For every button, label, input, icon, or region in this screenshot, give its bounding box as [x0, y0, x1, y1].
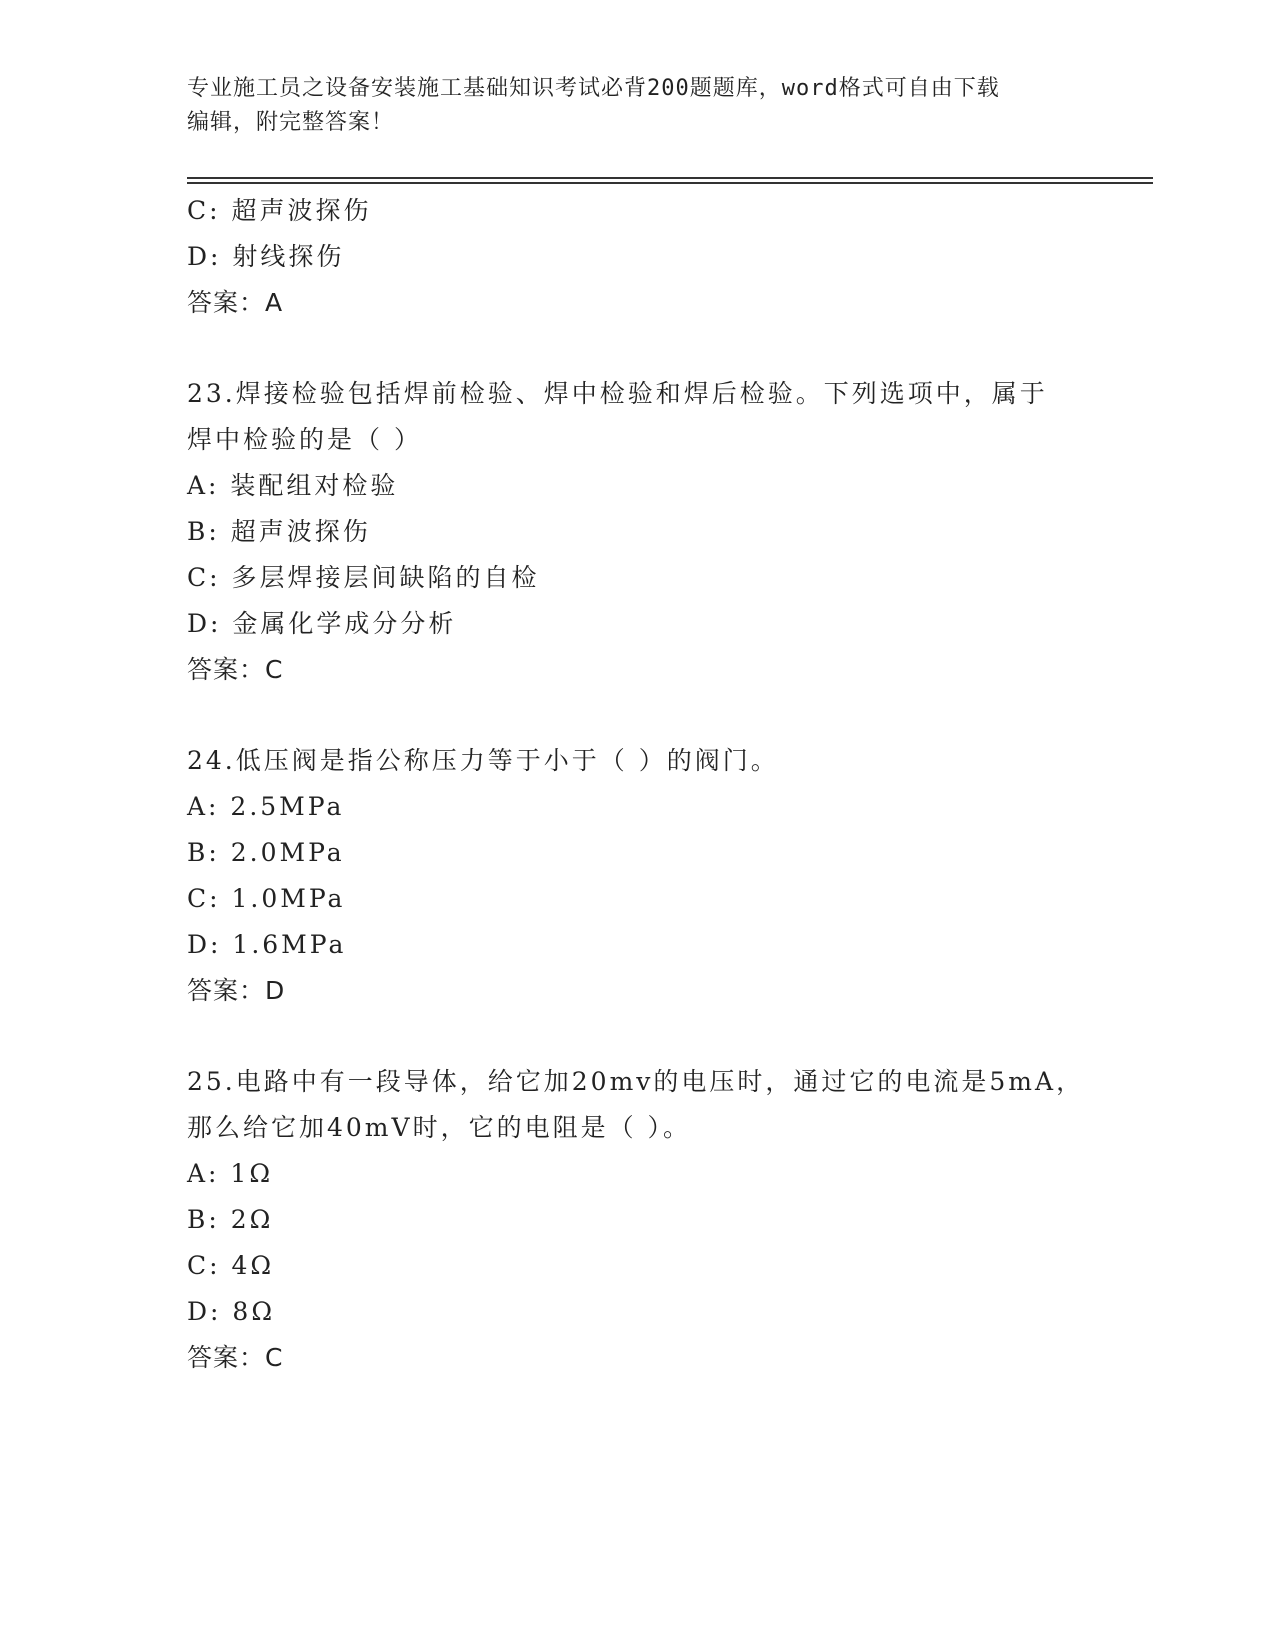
option-c: C: 超声波探伤: [187, 196, 372, 225]
option-b: B: 超声波探伤: [187, 517, 371, 546]
option-c: C: 1.0MPa: [187, 884, 346, 913]
header-line-2: 编辑，附完整答案！: [187, 110, 395, 135]
option-c: C: 多层焊接层间缺陷的自检: [187, 563, 540, 592]
answer-line: 答案：C: [187, 655, 284, 684]
question-block-25: [187, 1059, 1087, 1381]
question-stem: 25.电路中有一段导体，给它加20mv的电压时，通过它的电流是5mA，: [187, 1067, 1085, 1096]
option-d: D: 1.6MPa: [187, 930, 347, 959]
option-b: B: 2Ω: [187, 1205, 274, 1234]
option-b: B: 2.0MPa: [187, 838, 345, 867]
option-a: A: 1Ω: [187, 1159, 274, 1188]
question-stem: 那么给它加40mV时，它的电阻是（ ）。: [187, 1113, 692, 1142]
question-stem: 焊中检验的是（ ）: [187, 425, 422, 454]
option-a: A: 2.5MPa: [187, 792, 345, 821]
page-header: [187, 72, 1067, 140]
option-d: D: 8Ω: [187, 1297, 276, 1326]
option-c: C: 4Ω: [187, 1251, 275, 1280]
answer-line: 答案：A: [187, 288, 284, 317]
option-d: D: 金属化学成分分析: [187, 609, 457, 638]
question-block-24: [187, 738, 1087, 1014]
option-a: A: 装配组对检验: [187, 471, 399, 500]
question-block-22: [187, 188, 1087, 326]
header-line-1: 专业施工员之设备安装施工基础知识考试必背200题题库，word格式可自由下载: [187, 76, 1000, 101]
question-stem: 23.焊接检验包括焊前检验、焊中检验和焊后检验。下列选项中，属于: [187, 379, 1048, 408]
header-divider: [187, 177, 1153, 179]
answer-line: 答案：C: [187, 1343, 284, 1372]
question-stem: 24.低压阀是指公称压力等于小于（ ）的阀门。: [187, 746, 779, 775]
question-list: [187, 188, 1087, 1381]
answer-line: 答案：D: [187, 976, 286, 1005]
question-block-23: [187, 371, 1087, 693]
option-d: D: 射线探伤: [187, 242, 345, 271]
